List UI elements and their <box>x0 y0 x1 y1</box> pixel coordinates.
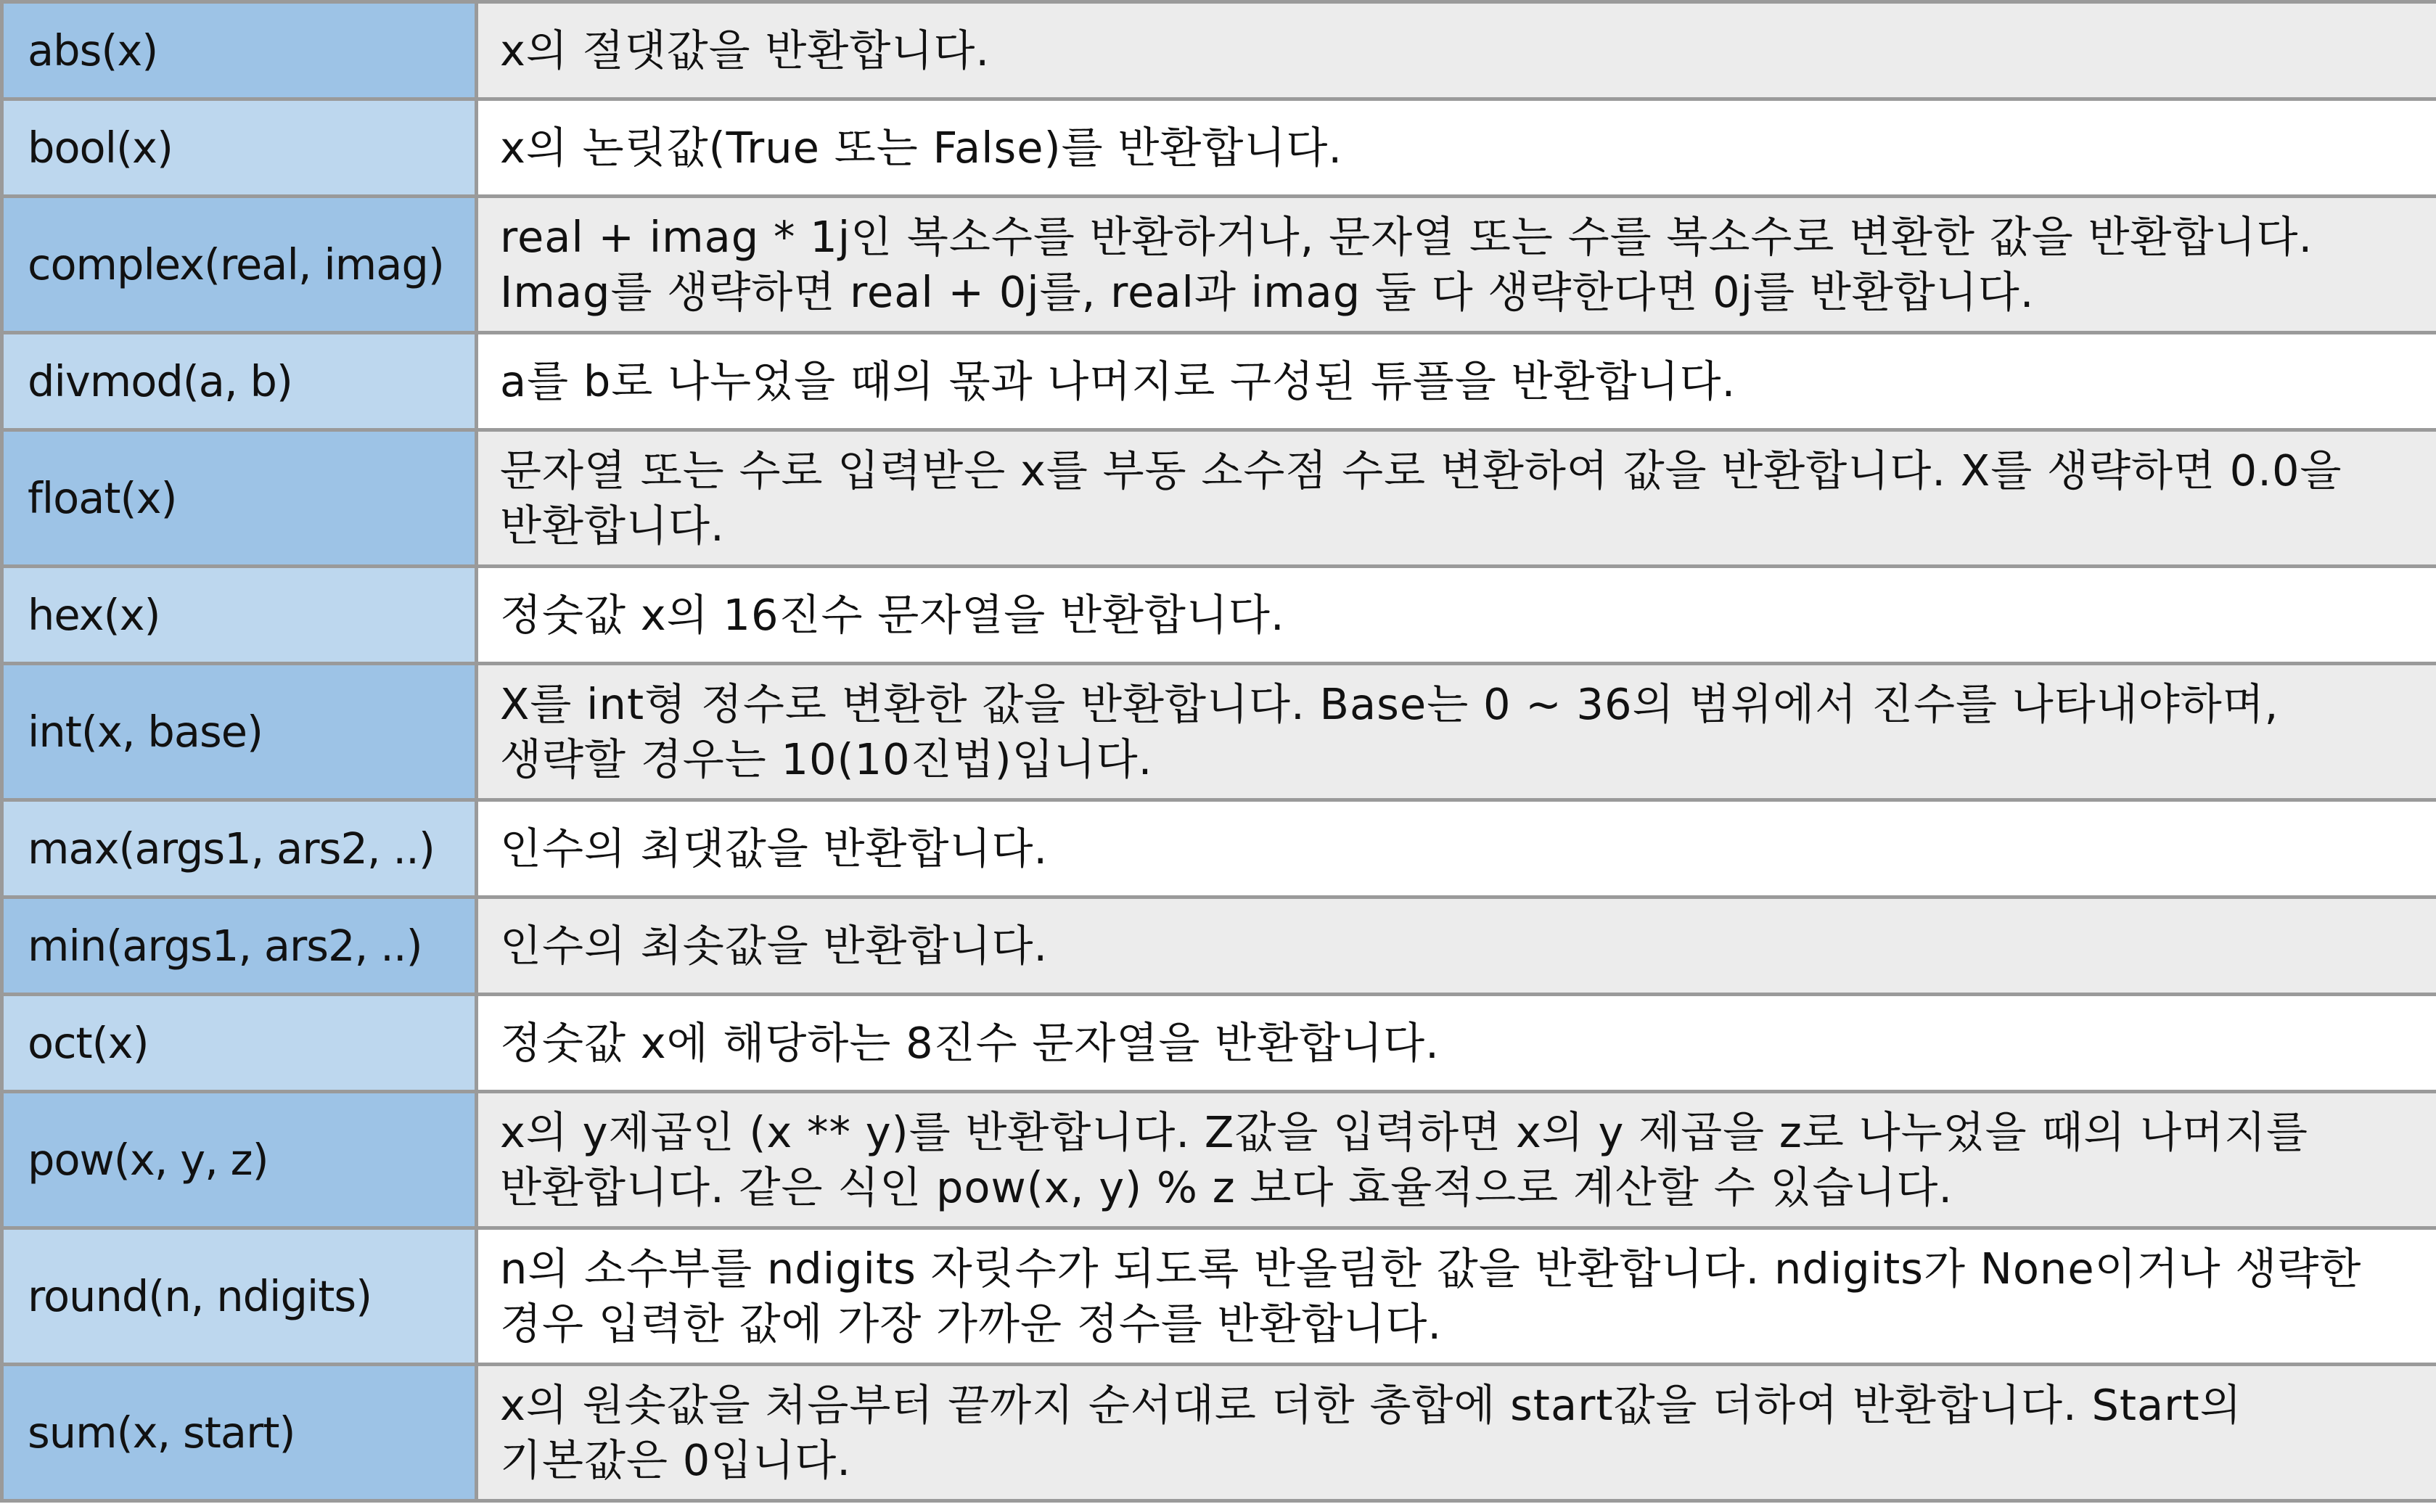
function-name-cell: abs(x) <box>2 2 477 99</box>
function-name-cell: sum(x, start) <box>2 1365 477 1501</box>
function-name-cell: int(x, base) <box>2 664 477 800</box>
function-description-cell: x의 y제곱인 (x ** y)를 반환합니다. Z값을 입력하면 x의 y 제곱을 z로 나누었을 때의 나머지를 반환합니다. 같은 식인 pow(x, y) % z 보다 효율적으로 계산할 수 있습니다. <box>477 1092 2436 1228</box>
function-description-cell: x의 원솟값을 처음부터 끝까지 순서대로 더한 총합에 start값을 더하여 반환합니다. Start의 기본값은 0입니다. <box>477 1365 2436 1501</box>
function-name-cell: oct(x) <box>2 995 477 1092</box>
function-name-cell: float(x) <box>2 430 477 567</box>
function-description-cell: X를 int형 정수로 변환한 값을 반환합니다. Base는 0 ~ 36의 범위에서 진수를 나타내야하며, 생략할 경우는 10(10진법)입니다. <box>477 664 2436 800</box>
function-name-cell: divmod(a, b) <box>2 333 477 430</box>
function-name-cell: hex(x) <box>2 567 477 664</box>
function-description-cell: 정숫값 x의 16진수 문자열을 반환합니다. <box>477 567 2436 664</box>
function-name-cell: max(args1, ars2, ..) <box>2 800 477 897</box>
function-description-cell: 인수의 최댓값을 반환합니다. <box>477 800 2436 897</box>
table-row <box>2 664 2436 800</box>
function-description-cell: 문자열 또는 수로 입력받은 x를 부동 소수점 수로 변환하여 값을 반환합니다. X를 생략하면 0.0을 반환합니다. <box>477 430 2436 567</box>
function-name-cell: pow(x, y, z) <box>2 1092 477 1228</box>
table-row <box>2 995 2436 1092</box>
table-row <box>2 333 2436 430</box>
function-description-cell: a를 b로 나누었을 때의 몫과 나머지로 구성된 튜플을 반환합니다. <box>477 333 2436 430</box>
function-name-cell: bool(x) <box>2 99 477 197</box>
table-row <box>2 2 2436 99</box>
table-row <box>2 567 2436 664</box>
function-description-cell: n의 소수부를 ndigits 자릿수가 되도록 반올림한 값을 반환합니다. ndigits가 None이거나 생략한 경우 입력한 값에 가장 가까운 정수를 반환합니다. <box>477 1228 2436 1365</box>
function-description-cell: real + imag * 1j인 복소수를 반환하거나, 문자열 또는 수를 복소수로 변환한 값을 반환합니다. Imag를 생략하면 real + 0j를, real과 imag 둘 다 생략한다면 0j를 반환합니다. <box>477 197 2436 333</box>
table-row <box>2 99 2436 197</box>
function-description-cell: 정숫값 x에 해당하는 8진수 문자열을 반환합니다. <box>477 995 2436 1092</box>
table-row <box>2 897 2436 995</box>
table-row <box>2 800 2436 897</box>
function-description-cell: x의 절댓값을 반환합니다. <box>477 2 2436 99</box>
function-description-cell: x의 논릿값(True 또는 False)를 반환합니다. <box>477 99 2436 197</box>
table-row <box>2 430 2436 567</box>
table-row <box>2 1228 2436 1365</box>
table-row <box>2 197 2436 333</box>
function-name-cell: round(n, ndigits) <box>2 1228 477 1365</box>
function-description-cell: 인수의 최솟값을 반환합니다. <box>477 897 2436 995</box>
function-name-cell: min(args1, ars2, ..) <box>2 897 477 995</box>
table-row <box>2 1365 2436 1501</box>
function-name-cell: complex(real, imag) <box>2 197 477 333</box>
table-row <box>2 1092 2436 1228</box>
